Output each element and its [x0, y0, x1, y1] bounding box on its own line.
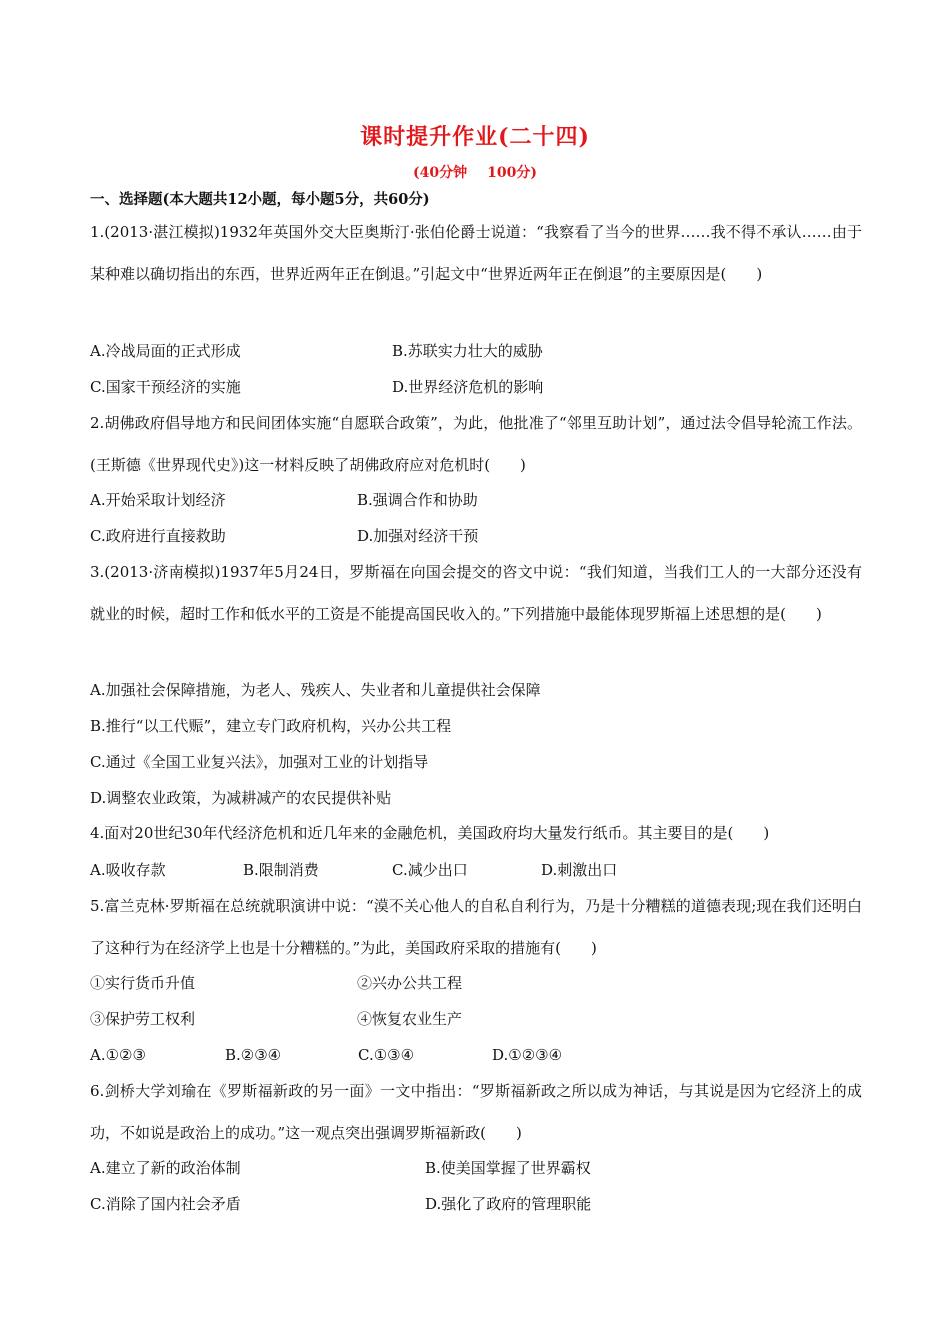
question-5-items-2	[90, 1007, 862, 1031]
question-5-items	[90, 971, 862, 995]
option-b: B.②③④	[225, 1046, 282, 1064]
question-3	[90, 551, 862, 635]
option-a: A.建立了新的政治体制	[90, 1159, 241, 1177]
question-1	[90, 211, 862, 295]
option-a: A.加强社会保障措施，为老人、残疾人、失业者和儿童提供社会保障	[90, 681, 541, 699]
option-b: B.限制消费	[243, 861, 319, 879]
question-2-options	[90, 488, 862, 512]
statement-2: ②兴办公共工程	[357, 974, 463, 992]
statement-1: ①实行货币升值	[90, 974, 196, 992]
page-title: 课时提升作业(二十四)	[360, 124, 590, 150]
question-text: 5.富兰克林·罗斯福在总统就职演讲中说：“漠不关心他人的自私自利行为，乃是十分糟糕的道德表现;现在我们还明白了这种行为在经济学上也是十分糟糕的。”为此，美国政府采取的措施有( )	[90, 897, 862, 957]
time-limit: (40分钟	[413, 165, 468, 181]
question-6-options	[90, 1156, 862, 1180]
option-c: C.国家干预经济的实施	[90, 378, 241, 396]
question-6-options-2	[90, 1192, 862, 1216]
statement-4: ④恢复农业生产	[357, 1010, 463, 1028]
question-1-options	[90, 339, 862, 363]
question-text: 4.面对20世纪30年代经济危机和近几年来的金融危机，美国政府均大量发行纸币。其主要目的是( )	[90, 824, 770, 842]
option-b: B.推行“以工代赈”，建立专门政府机构，兴办公共工程	[90, 717, 452, 735]
question-text: 2.胡佛政府倡导地方和民间团体实施“自愿联合政策”，为此，他批准了“邻里互助计划”，通过法令倡导轮流工作法。(王斯德《世界现代史》)这一材料反映了胡佛政府应对危机时( )	[90, 414, 862, 474]
question-text: 3.(2013·济南模拟)1937年5月24日，罗斯福在向国会提交的咨文中说：“我们知道，当我们工人的一大部分还没有就业的时候，超时工作和低水平的工资是不能提高国民收入的。”下列措施中最能体现罗斯福上述思想的是( )	[90, 563, 862, 623]
option-c: C.减少出口	[392, 861, 468, 879]
question-text: 1.(2013·湛江模拟)1932年英国外交大臣奥斯汀·张伯伦爵士说道：“我察看了当今的世界……我不得不承认……由于某种难以确切指出的东西，世界近两年正在倒退。”引起文中“世界近两年正在倒退”的主要原因是( )	[90, 223, 862, 283]
option-a: A.吸收存款	[90, 861, 166, 879]
option-c: C.政府进行直接救助	[90, 527, 226, 545]
question-4	[90, 812, 862, 854]
option-b: B.苏联实力壮大的威胁	[392, 342, 543, 360]
option-d: D.调整农业政策，为减耕减产的农民提供补贴	[90, 789, 392, 807]
option-a: A.开始采取计划经济	[90, 491, 226, 509]
question-5	[90, 885, 862, 969]
option-d: D.刺激出口	[541, 861, 618, 879]
option-d: D.强化了政府的管理职能	[425, 1195, 592, 1213]
total-score: 100分)	[487, 165, 537, 181]
option-b: B.使美国掌握了世界霸权	[425, 1159, 591, 1177]
option-c: C.消除了国内社会矛盾	[90, 1195, 241, 1213]
question-6	[90, 1070, 862, 1154]
option-c: C.通过《全国工业复兴法》，加强对工业的计划指导	[90, 753, 429, 771]
question-5-options	[90, 1043, 862, 1067]
question-text: 6.剑桥大学刘瑜在《罗斯福新政的另一面》一文中指出：“罗斯福新政之所以成为神话，与其说是因为它经济上的成功，不如说是政治上的成功。”这一观点突出强调罗斯福新政( )	[90, 1082, 862, 1142]
option-d: D.①②③④	[492, 1046, 563, 1064]
option-d: D.加强对经济干预	[357, 527, 479, 545]
question-2-options-2	[90, 524, 862, 548]
option-a: A.①②③	[90, 1046, 146, 1064]
option-c: C.①③④	[358, 1046, 415, 1064]
option-b: B.强调合作和协助	[357, 491, 478, 509]
question-4-options	[90, 858, 862, 882]
statement-3: ③保护劳工权利	[90, 1010, 196, 1028]
section-heading: 一、选择题(本大题共12小题，每小题5分，共60分)	[90, 191, 430, 208]
question-2	[90, 402, 862, 486]
option-d: D.世界经济危机的影响	[392, 378, 544, 396]
option-a: A.冷战局面的正式形成	[90, 342, 241, 360]
question-1-options-2	[90, 375, 862, 399]
page-subtitle	[0, 162, 950, 182]
